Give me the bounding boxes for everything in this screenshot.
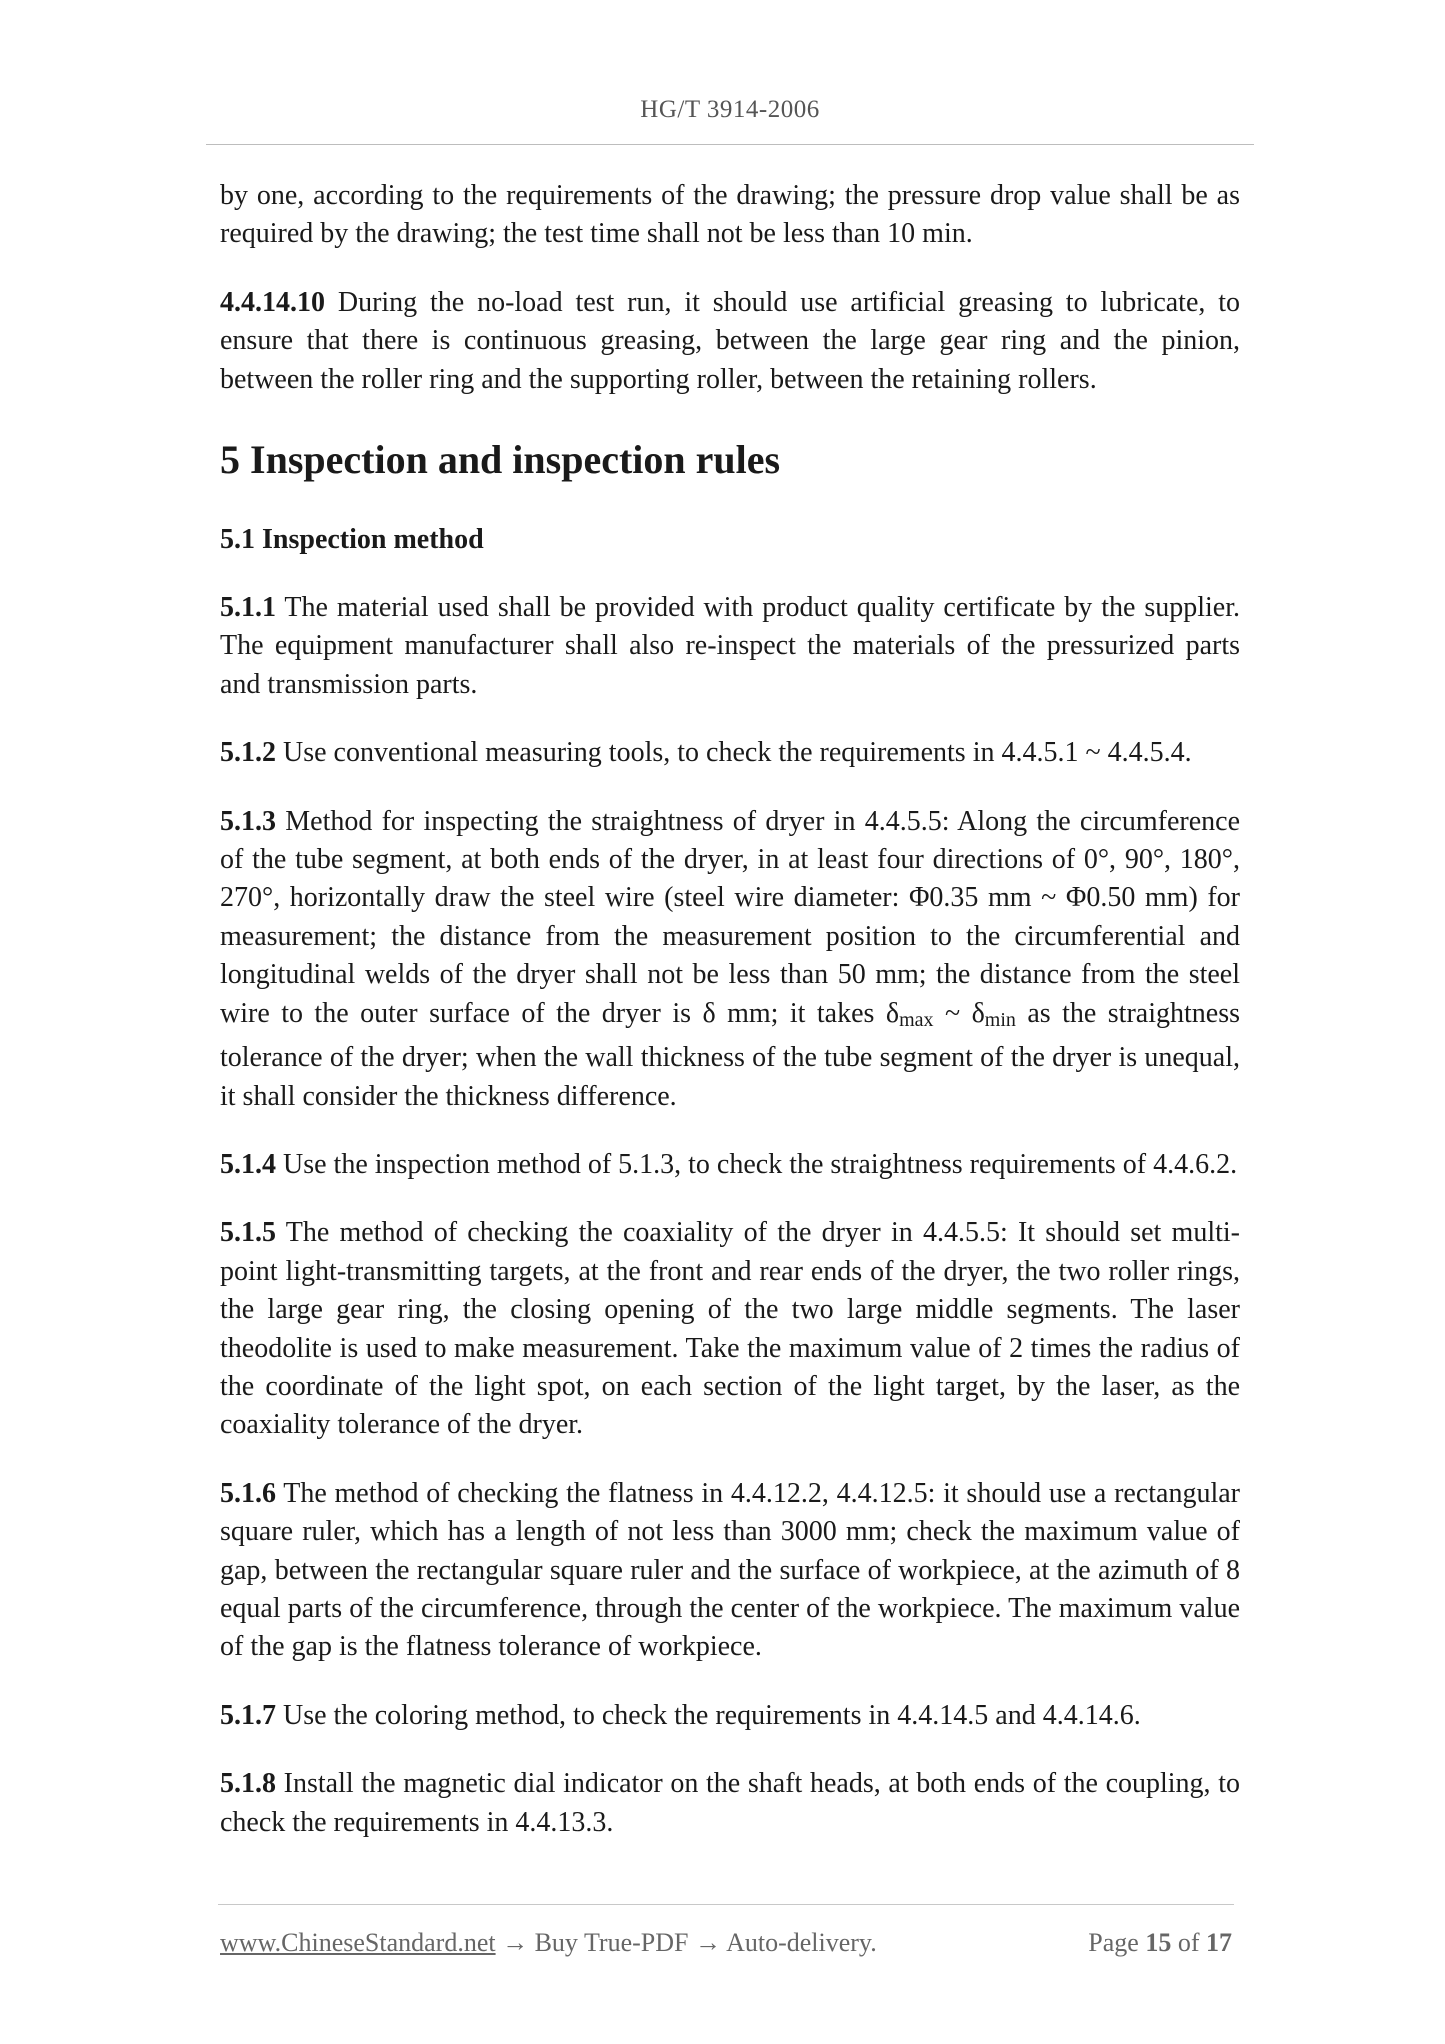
clause-number: 5.1.6 <box>220 1477 276 1509</box>
paragraph-5-1-5: 5.1.5 The method of checking the coaxiality of the dryer in 4.4.5.5: It should set multi-point light-transmitting targets, at the front and rear ends of the dryer, the two roller rings, the large gear ring, the closing opening of the two large middle segments. The laser theodolite is used to make measurement. Take the maximum value of 2 times the radius of the coordinate of the light spot, on each section of the light target, by the laser, as the coaxiality tolerance of the dryer. <box>220 1217 1240 1441</box>
arrow-right-icon: → <box>495 1928 535 1957</box>
clause-number: 5.1.5 <box>220 1217 276 1249</box>
arrow-right-icon: → <box>688 1928 727 1957</box>
section-heading: 5 Inspection and inspection rules <box>220 437 781 483</box>
header-divider <box>206 144 1254 145</box>
clause-number: 4.4.14.10 <box>220 286 325 318</box>
paragraph-5-1-2: 5.1.2 Use conventional measuring tools, to check the requirements in 4.4.5.1 ~ 4.4.5.4. <box>220 737 1192 769</box>
paragraph-5-1-6: 5.1.6 The method of checking the flatness in 4.4.12.2, 4.4.12.5: it should use a rectangular square ruler, which has a length of not less than 3000 mm; check the maximum value of gap, between the rectangular square ruler and the surface of workpiece, at the azimuth of 8 equal parts of the circumference, through the center of the workpiece. The maximum value of the gap is the flatness tolerance of workpiece. <box>220 1477 1240 1663</box>
subscript-max: max <box>899 1008 934 1031</box>
clause-number: 5.1.7 <box>220 1699 276 1731</box>
buy-pdf-text: Buy True-PDF <box>534 1928 689 1957</box>
paragraph-5-1-4: 5.1.4 Use the inspection method of 5.1.3, to check the straightness requirements of 4.4.6.2. <box>220 1148 1238 1180</box>
website-link[interactable]: www.ChineseStandard.net <box>220 1928 496 1957</box>
clause-number: 5.1.8 <box>220 1768 276 1800</box>
subscript-min: min <box>984 1008 1016 1031</box>
page-header <box>206 96 1254 124</box>
auto-delivery-text: Auto-delivery. <box>726 1928 877 1957</box>
paragraph-4-4-14-10: 4.4.14.10 During the no-load test run, it should use artificial greasing to lubricate, to ensure that there is continuous greasing, between the large gear ring and the pinion, between the roller ring and the supporting roller, between the retaining rollers. <box>220 286 1240 395</box>
document-code: HG/T 3914-2006 <box>640 96 820 123</box>
paragraph-5-1-8: 5.1.8 Install the magnetic dial indicator on the shaft heads, at both ends of the coupling, to check the requirements in 4.4.13.3. <box>220 1768 1240 1838</box>
paragraph-5-1-7: 5.1.7 Use the coloring method, to check the requirements in 4.4.14.5 and 4.4.14.6. <box>220 1699 1141 1731</box>
page-indicator: Page 15 of 17 <box>1088 1928 1232 1957</box>
paragraph-5-1-3: 5.1.3 Method for inspecting the straightness of dryer in 4.4.5.5: Along the circumference of the tube segment, at both ends of the dryer, in at least four directions of 0°, 90°, 180°, 270°, horizontally draw the steel wire (steel wire diameter: Φ0.35 mm ~ Φ0.50 mm) for measurement; the distance from the measurement position to the circumferential and longitudinal welds of the dryer shall not be less than 50 mm; the distance from the steel wire to the outer surface of the dryer is δ mm; it takes $\delta_{max}$ ~ $\delta_{min}$ as the straightness tolerance of the dryer; when the wall thickness of the tube segment of the dryer is unequal, it shall consider the thickness difference. <box>220 805 1240 1112</box>
clause-number: 5.1.2 <box>220 737 276 769</box>
total-pages: 17 <box>1206 1928 1232 1957</box>
subsection-heading: 5.1 Inspection method <box>220 524 484 556</box>
paragraph-5-1-1: 5.1.1 The material used shall be provided with product quality certificate by the supplier. The equipment manufacturer shall also re-inspect the materials of the pressurized parts and transmission parts. <box>220 592 1240 700</box>
clause-number: 5.1.3 <box>220 805 276 837</box>
footer-promo <box>220 1928 877 1958</box>
paragraph-continuation: by one, according to the requirements of the drawing; the pressure drop value shall be as required by the drawing; the test time shall not be less than 10 min. <box>220 180 1240 250</box>
page-body <box>220 177 1240 1872</box>
clause-number: 5.1.4 <box>220 1148 276 1180</box>
clause-number: 5.1.1 <box>220 592 276 624</box>
footer-divider <box>218 1904 1234 1905</box>
current-page-number: 15 <box>1145 1928 1172 1957</box>
